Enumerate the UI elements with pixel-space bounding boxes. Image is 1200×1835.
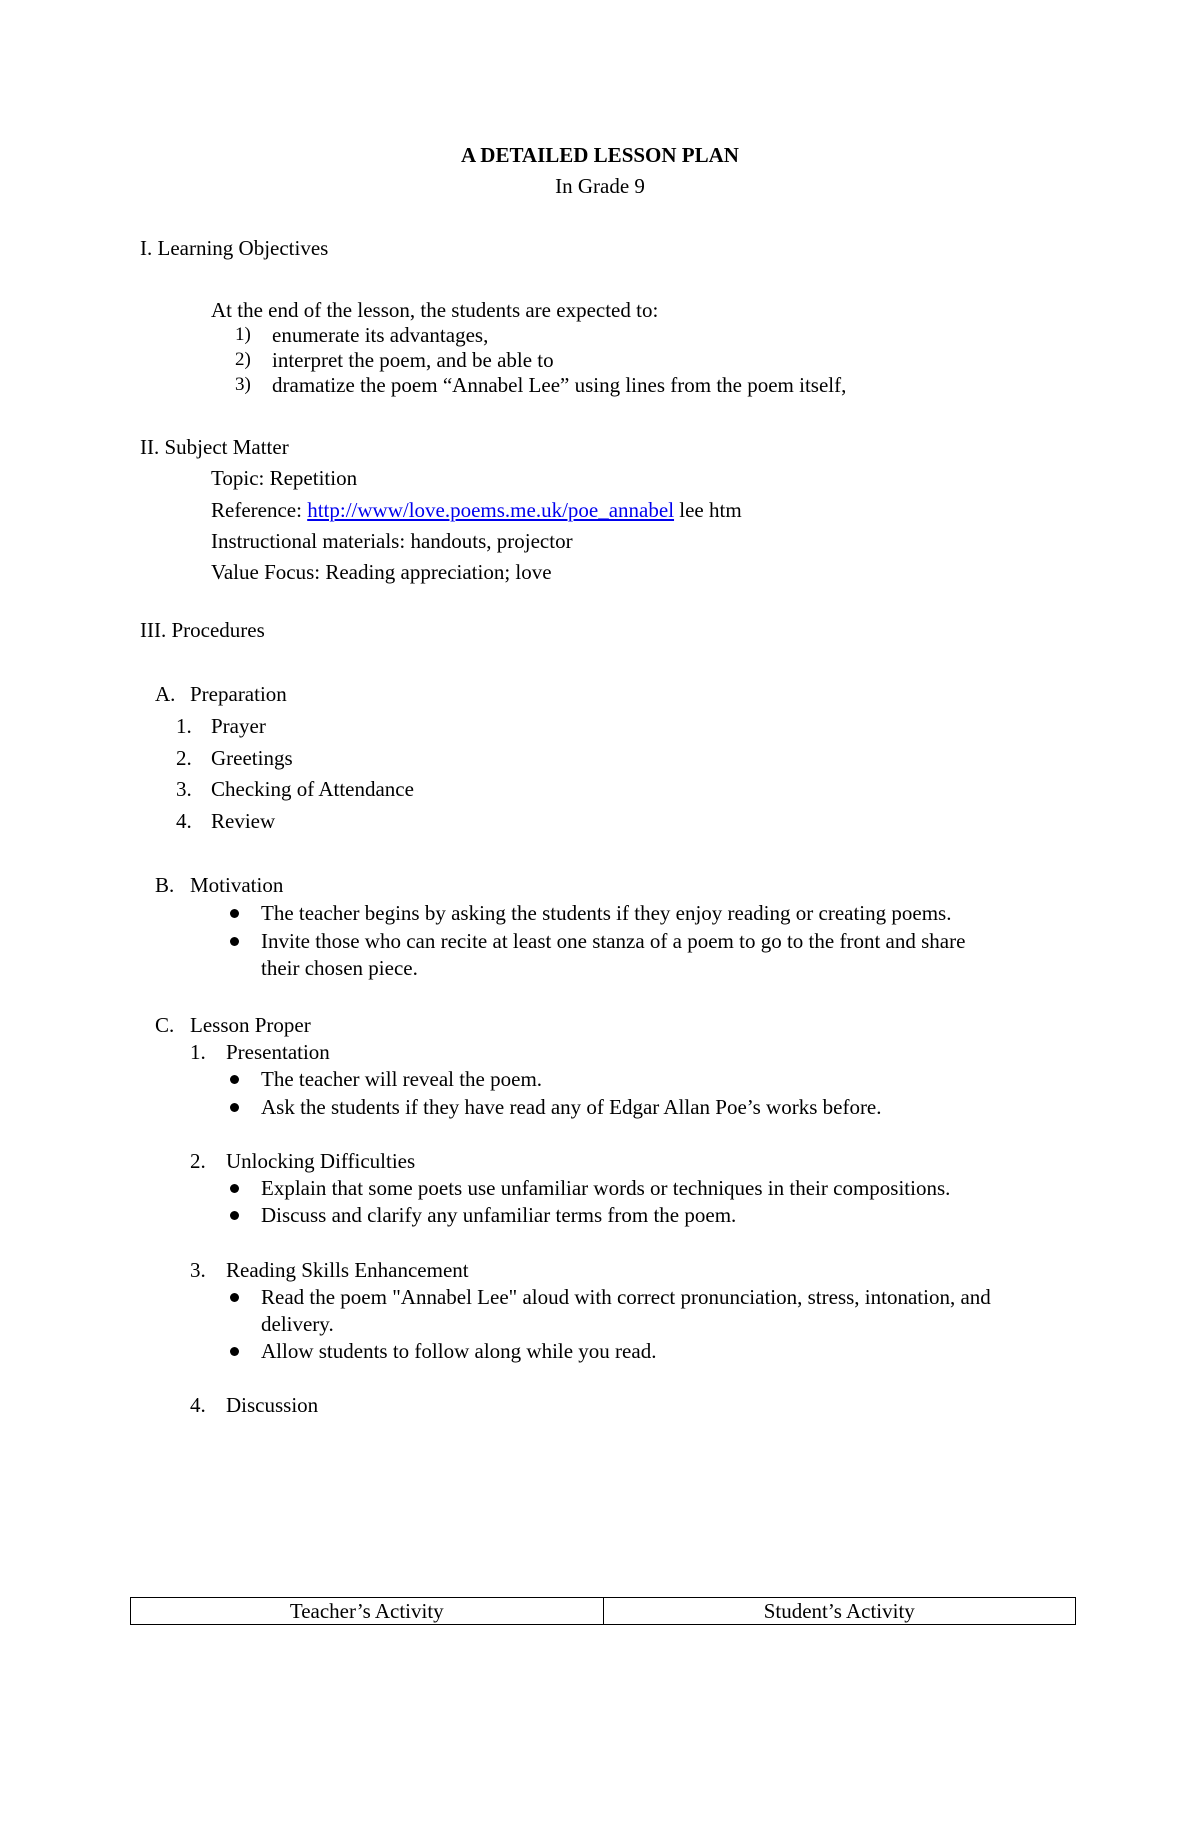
unlocking-bullet: Discuss and clarify any unfamiliar terms from the poem. bbox=[261, 1203, 737, 1227]
bullet-icon bbox=[230, 1293, 239, 1302]
motivation-bullet: The teacher begins by asking the students if they enjoy reading or creating poems. bbox=[261, 901, 952, 925]
lesson-proper-label: Lesson Proper bbox=[190, 1013, 311, 1037]
subject-topic: Topic: Repetition bbox=[211, 466, 358, 490]
discussion-label: Discussion bbox=[226, 1393, 319, 1417]
preparation-item: Prayer bbox=[211, 714, 266, 738]
bullet-icon bbox=[230, 1211, 239, 1220]
reading-bullet-continued: delivery. bbox=[261, 1312, 334, 1336]
table-row bbox=[131, 1598, 1076, 1625]
bullet-icon bbox=[230, 937, 239, 946]
list-number: 2. bbox=[190, 1149, 206, 1173]
preparation-label: Preparation bbox=[190, 682, 287, 706]
list-number: 2. bbox=[176, 746, 192, 770]
objective-item: dramatize the poem “Annabel Lee” using lines from the poem itself, bbox=[272, 373, 847, 397]
objective-item: enumerate its advantages, bbox=[272, 323, 489, 347]
bullet-icon bbox=[230, 1347, 239, 1356]
preparation-item: Review bbox=[211, 809, 276, 833]
subject-value-focus: Value Focus: Reading appreciation; love bbox=[211, 560, 552, 584]
bullet-icon bbox=[230, 1103, 239, 1112]
reading-label: Reading Skills Enhancement bbox=[226, 1258, 469, 1282]
motivation-label: Motivation bbox=[190, 873, 284, 897]
subject-materials: Instructional materials: handouts, projector bbox=[211, 529, 573, 553]
teacher-activity-header: Teacher’s Activity bbox=[131, 1598, 604, 1625]
bullet-icon bbox=[230, 909, 239, 918]
reference-tail: lee htm bbox=[679, 498, 742, 522]
reference-label: Reference: bbox=[211, 498, 302, 522]
reading-bullet: Allow students to follow along while you read. bbox=[261, 1339, 657, 1363]
list-number: 3. bbox=[190, 1258, 206, 1282]
objective-number: 2) bbox=[235, 349, 251, 370]
preparation-item: Greetings bbox=[211, 746, 293, 770]
list-number: 4. bbox=[190, 1393, 206, 1417]
motivation-bullet-continued: their chosen piece. bbox=[261, 956, 418, 980]
objective-number: 1) bbox=[235, 324, 251, 345]
unlocking-bullet: Explain that some poets use unfamiliar words or techniques in their compositions. bbox=[261, 1176, 951, 1200]
page-title: A DETAILED LESSON PLAN bbox=[461, 143, 739, 167]
bullet-icon bbox=[230, 1075, 239, 1084]
list-number: 3. bbox=[176, 777, 192, 801]
preparation-item: Checking of Attendance bbox=[211, 777, 414, 801]
student-activity-header: Student’s Activity bbox=[603, 1598, 1076, 1625]
section-letter: A. bbox=[155, 682, 176, 706]
list-number: 1. bbox=[190, 1040, 206, 1064]
list-number: 4. bbox=[176, 809, 192, 833]
objectives-intro: At the end of the lesson, the students are expected to: bbox=[211, 298, 659, 322]
objective-number: 3) bbox=[235, 374, 251, 395]
unlocking-label: Unlocking Difficulties bbox=[226, 1149, 416, 1173]
objective-item: interpret the poem, and be able to bbox=[272, 348, 554, 372]
presentation-label: Presentation bbox=[226, 1040, 330, 1064]
reading-bullet: Read the poem "Annabel Lee" aloud with correct pronunciation, stress, intonation, and bbox=[261, 1285, 991, 1309]
bullet-icon bbox=[230, 1184, 239, 1193]
objectives-heading: I. Learning Objectives bbox=[140, 236, 329, 260]
list-number: 1. bbox=[176, 714, 192, 738]
motivation-bullet: Invite those who can recite at least one stanza of a poem to go to the front and share bbox=[261, 929, 966, 953]
section-letter: B. bbox=[155, 873, 175, 897]
page-subtitle: In Grade 9 bbox=[555, 174, 645, 198]
activity-table bbox=[130, 1597, 1076, 1625]
subject-heading: II. Subject Matter bbox=[140, 435, 289, 459]
presentation-bullet: Ask the students if they have read any of Edgar Allan Poe’s works before. bbox=[261, 1095, 882, 1119]
presentation-bullet: The teacher will reveal the poem. bbox=[261, 1067, 543, 1091]
subject-reference bbox=[211, 497, 742, 523]
section-letter: C. bbox=[155, 1013, 175, 1037]
procedures-heading: III. Procedures bbox=[140, 618, 265, 642]
reference-link[interactable]: http://www/love.poems.me.uk/poe_annabel bbox=[307, 498, 675, 522]
